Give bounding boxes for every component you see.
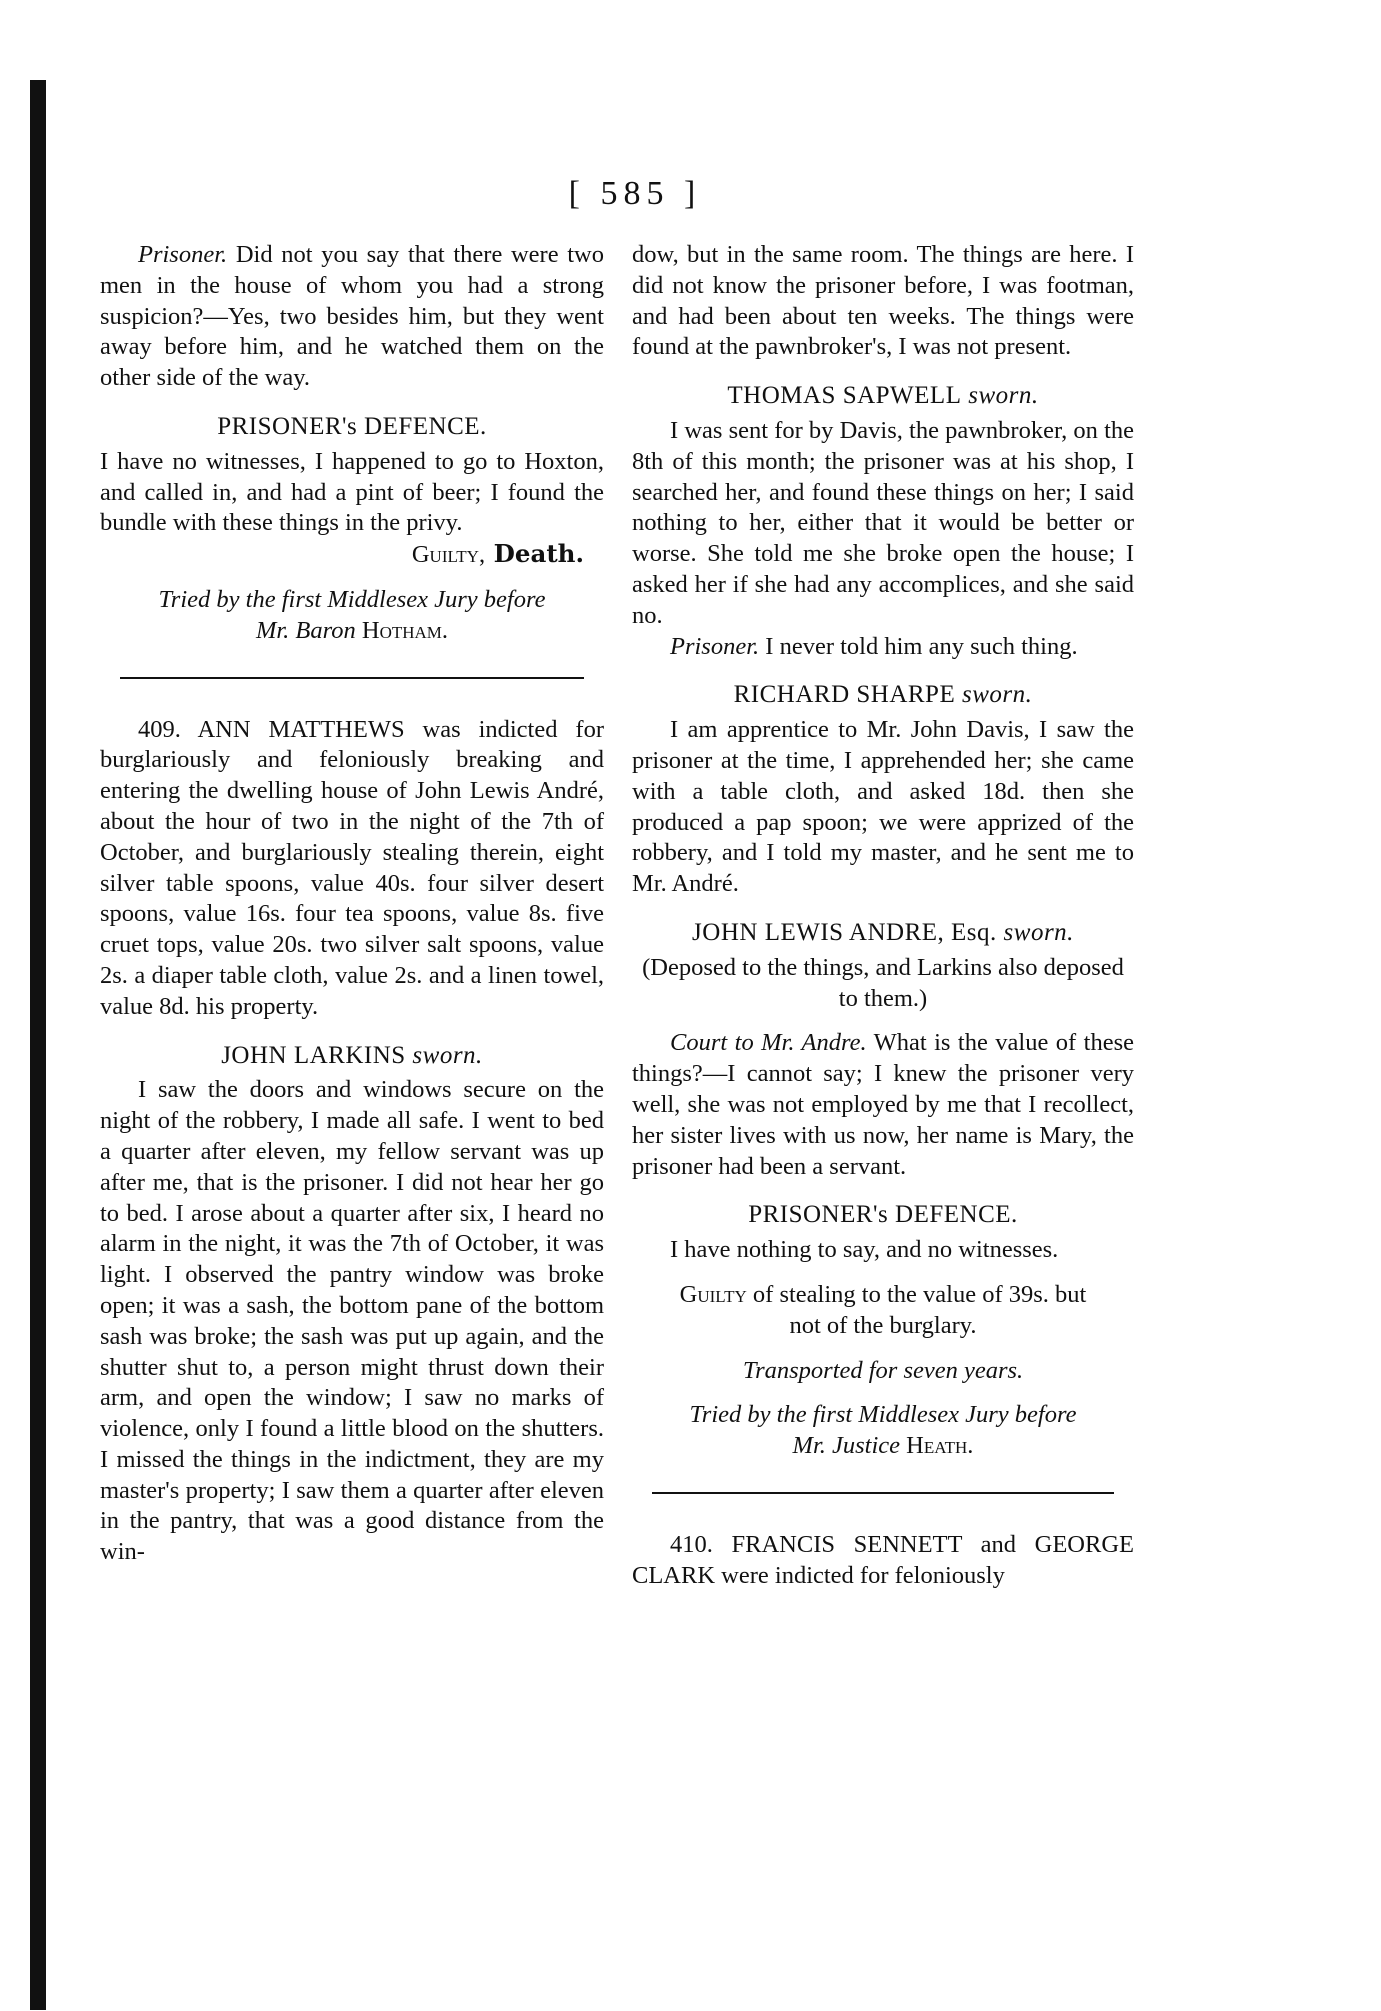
section-heading: PRISONER's DEFENCE. [748, 1201, 1018, 1229]
testimony-continued: dow, but in the same room. The things are here. I did not know the prisoner before, I was footman, and had been about ten weeks. The things were found at the pawnbroker's, I was not present. [632, 241, 1134, 361]
speaker-label: Prisoner. [138, 241, 228, 268]
verdict: Guilty of stealing to the value of 39s. but not of the burglary. [679, 1280, 1087, 1339]
defence-text: I have no witnesses, I happened to go to Hoxton, and called in, and had a pint of beer; I found the bundle with these things in the privy. [100, 447, 604, 537]
tried-before: Tried by the first Middlesex Jury before Mr. Justice Heath. [689, 1401, 1077, 1460]
right-column [632, 240, 1134, 1591]
witness-testimony: I am apprentice to Mr. John Davis, I saw the prisoner at the time, I apprehended her; she came with a table cloth, and asked 18d. then she produced a pap spoon; we were apprized of the robbery, and I told my master, and he sent me to Mr. André. [632, 716, 1134, 898]
witness-testimony: I was sent for by Davis, the pawnbroker, on the 8th of this month; the prisoner was at his shop, I searched her, and found these things on her; I said nothing to her, either that it would be better or worse. She told me she broke open the house; I asked her if she had any accomplices, and she said no. [632, 416, 1134, 629]
witness-heading: THOMAS SAPWELL sworn. [727, 382, 1039, 410]
tried-before: Tried by the first Middlesex Jury before Mr. Baron Hotham. [158, 585, 546, 644]
section-heading: PRISONER's DEFENCE. [217, 412, 487, 440]
witness-heading: JOHN LARKINS sworn. [221, 1041, 483, 1069]
prisoner-statement: Prisoner. I never told him any such thing. [670, 632, 1078, 660]
witness-heading: RICHARD SHARPE sworn. [733, 681, 1033, 709]
page-number: [ 585 ] [568, 175, 702, 212]
left-column [100, 240, 604, 1568]
section-divider [652, 1492, 1114, 1494]
case-409-indictment: 409. ANN MATTHEWS was indicted for burglariously and feloniously breaking and entering the dwelling house of John Lewis André, about the hour of two in the night of the 7th of October, and burglariously stealing therein, eight silver table spoons, value 40s. four silver desert spoons, value 16s. four tea spoons, value 8s. five cruet tops, value 20s. two silver salt spoons, value 2s. a diaper table cloth, value 2s. and a linen towel, value 8d. his property. [100, 715, 604, 1020]
binding-edge [30, 80, 46, 2010]
prisoner-question: Prisoner. Did not you say that there were two men in the house of whom you had a strong suspicion?—Yes, two besides him, but they went away before him, and he watched them on the other side of the way. [100, 241, 604, 392]
section-divider [120, 677, 584, 679]
court-question: Court to Mr. Andre. What is the value of these things?—I cannot say; I knew the prisoner very well, she was not employed by me that I recollect, her sister lives with us now, her name is Mary, the prisoner had been a servant. [632, 1029, 1134, 1180]
witness-testimony: I saw the doors and windows secure on the night of the robbery, I made all safe. I went to bed a quarter after eleven, my fellow servant was up after me, that is the prisoner. I did not hear her go to bed. I arose about a quarter after six, I heard no alarm in the night, it was the 7th of October, it was light. I observed the pantry window was broke open; it was a sash, the bottom pane of the bottom sash was broke; the sash was put up again, and the shutter shut to, a person might thrust down their arm, and open the window; I saw no marks of violence, only I found a little blood on the shutters. I missed the things in the indictment, they are my master's property; I saw them a quarter after eleven in the pantry, that was a good distance from the win- [100, 1076, 604, 1566]
witness-heading: JOHN LEWIS ANDRE, Esq. sworn. [692, 918, 1074, 946]
verdict: Guilty, Death. [411, 539, 584, 569]
deposition-note: (Deposed to the things, and Larkins also deposed to them.) [642, 953, 1124, 1012]
case-410-indictment: 410. FRANCIS SENNETT and GEORGE CLARK were indicted for feloniously [632, 1530, 1134, 1589]
sentence: Transported for seven years. [742, 1356, 1024, 1384]
defence-text: I have nothing to say, and no witnesses. [670, 1236, 1059, 1264]
